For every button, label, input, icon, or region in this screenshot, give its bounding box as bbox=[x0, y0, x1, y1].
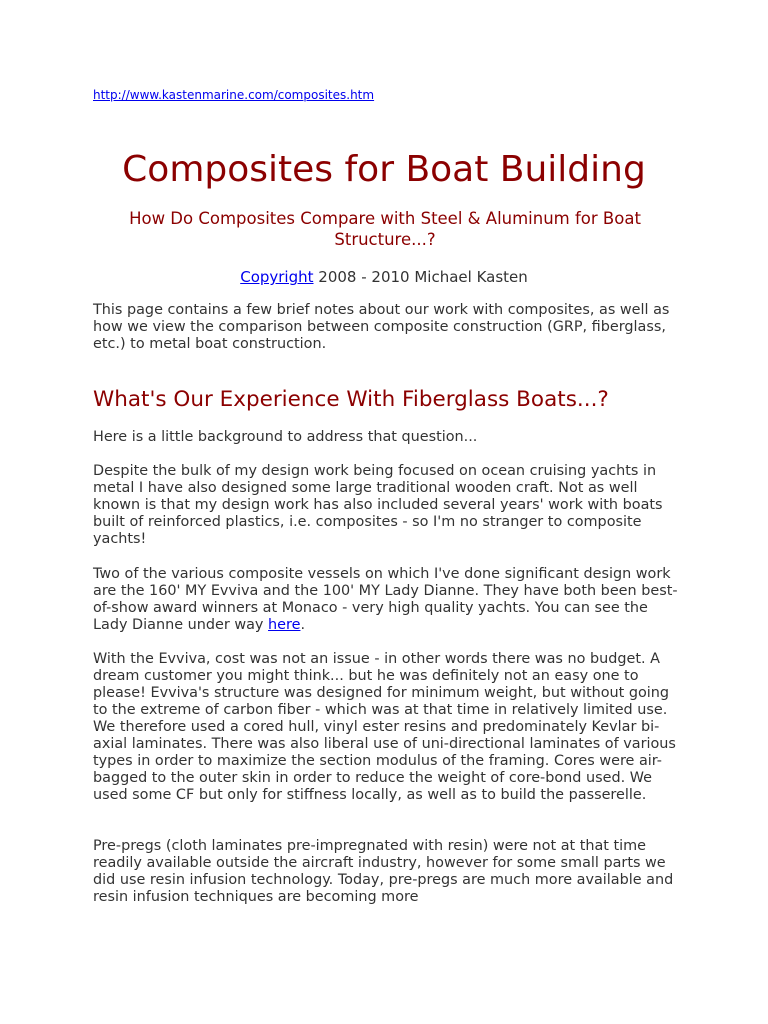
paragraph-design-work: Despite the bulk of my design work being focused on ocean cruising yachts in metal I have also designed some large traditional wooden craft. Not as well known is that my design work has also included several years' work with boats built of reinforced plastics, i.e. composites - so I'm no stranger to composite yachts! bbox=[93, 463, 663, 547]
source-url-link[interactable]: http://www.kastenmarine.com/composites.htm bbox=[93, 88, 375, 102]
paragraph-pre-pregs: Pre-pregs (cloth laminates pre-impregnated with resin) were not at that time readily available outside the aircraft industry, however for some small parts we did use resin infusion technology. Today, pre-pregs are much more available and resin infusion techniques are becoming more bbox=[93, 838, 674, 905]
copyright-line bbox=[0, 267, 768, 287]
page-title: Composites for Boat Building bbox=[122, 149, 646, 190]
paragraph-composite-vessels-text: Two of the various composite vessels on which I've done significant design work are the 160' MY Evviva and the 100' MY Lady Dianne. They have both been best-of-show award winners at Monaco - very high quality yachts. You can see the Lady Dianne under way bbox=[93, 566, 678, 633]
paragraph-composite-vessels bbox=[93, 566, 683, 634]
section-heading: What's Our Experience With Fiberglass Boats...? bbox=[93, 387, 609, 412]
copyright-text: 2008 - 2010 Michael Kasten bbox=[313, 268, 528, 286]
intro-paragraph: This page contains a few brief notes about our work with composites, as well as how we view the comparison between composite construction (GRP, fiberglass, etc.) to metal boat construction. bbox=[93, 302, 670, 352]
paragraph-background: Here is a little background to address that question... bbox=[93, 429, 478, 445]
copyright-link[interactable]: Copyright bbox=[240, 268, 314, 286]
paragraph-composite-vessels-end: . bbox=[300, 617, 306, 633]
paragraph-evviva: With the Evviva, cost was not an issue - in other words there was no budget. A dream customer you might think... but he was definitely not an easy one to please! Evviva's structure was designed for minimum weight, but without going to the extreme of carbon fiber - which was at that time in relatively limited use. We therefore used a cored hull, vinyl ester resins and predominately Kevlar bi-axial laminates. There was also liberal use of uni-directional laminates of various types in order to maximize the section modulus of the framing. Cores were air-bagged to the outer skin in order to reduce the weight of core-bond used. We used some CF but only for stiffness locally, as well as to build the passerelle. bbox=[93, 651, 676, 803]
here-link[interactable]: here bbox=[268, 617, 301, 633]
page-subtitle: How Do Composites Compare with Steel & Aluminum for Boat Structure...? bbox=[129, 209, 641, 249]
